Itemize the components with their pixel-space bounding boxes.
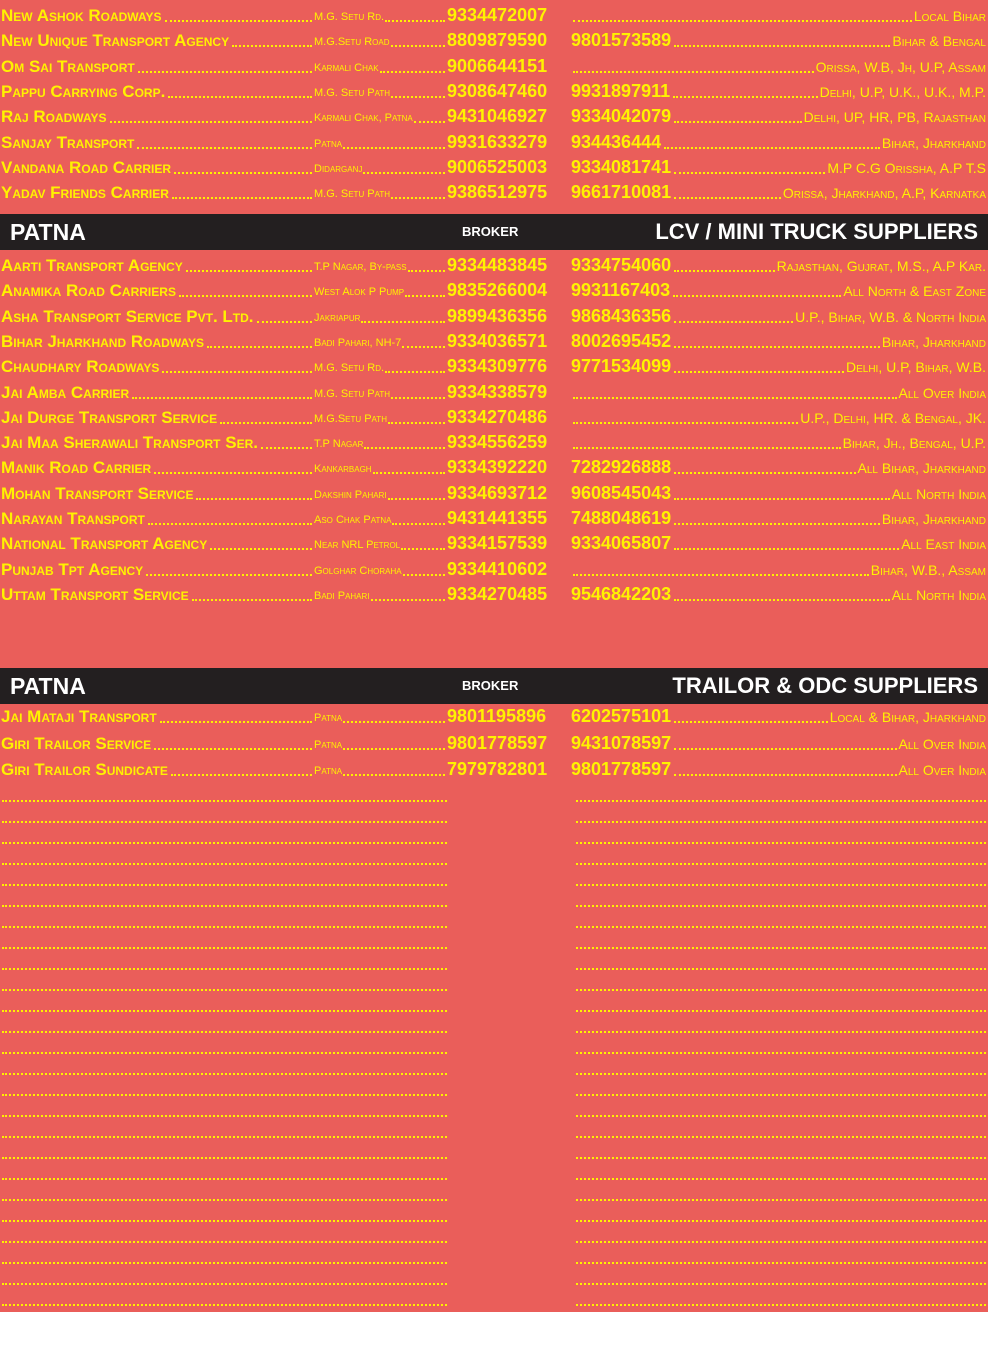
transporter-name: Punjab Tpt Agency	[1, 559, 144, 579]
dot-leader	[385, 371, 445, 373]
transporter-address: Badi Pahari	[314, 589, 370, 602]
transporter-phone-2: 934436444	[571, 131, 662, 152]
blank-line	[2, 1010, 447, 1012]
lcv-header-bar	[0, 214, 988, 250]
transporter-address: Patna	[314, 738, 343, 751]
dot-leader	[674, 774, 897, 776]
transporter-phone-2: 9334042079	[571, 106, 672, 127]
transporter-address: Karmali Chak	[314, 61, 379, 74]
dot-leader	[343, 774, 445, 776]
blank-line	[2, 1262, 447, 1264]
service-area: M.P C.G Orissha, A.P T.S	[827, 159, 986, 176]
transporter-phone-2: 9868436356	[571, 305, 672, 326]
transporter-name: Jai Mataji Transport	[1, 707, 157, 726]
blank-line	[576, 1010, 986, 1012]
service-area: Local & Bihar, Jharkhand	[829, 709, 986, 725]
dot-leader	[674, 548, 899, 550]
listing-row	[0, 54, 988, 79]
listing-row	[0, 278, 988, 303]
dot-leader	[174, 172, 312, 174]
dot-leader	[392, 523, 445, 525]
transporter-phone: 9334270486	[447, 406, 548, 427]
dot-leader	[408, 270, 445, 272]
blank-line	[576, 884, 986, 886]
transporter-phone-2: 9931167403	[571, 280, 671, 301]
dot-leader	[171, 774, 312, 776]
dot-leader	[391, 96, 445, 98]
lcv-section-title: LCV / MINI TRUCK SUPPLIERS	[655, 219, 978, 244]
transporter-address: M.G. Setu Rd.	[314, 11, 385, 23]
transporter-phone: 9334309776	[447, 356, 548, 377]
service-area: Delhi, UP, HR, PB, Rajasthan	[803, 109, 986, 126]
dot-leader	[363, 172, 445, 174]
listing-row	[0, 253, 988, 278]
transporter-address: Karmali Chak, Patna	[314, 112, 413, 125]
transporter-phone: 9899436356	[447, 305, 548, 326]
transporter-phone: 9431441355	[447, 508, 548, 528]
blank-line	[2, 926, 447, 928]
dot-leader	[674, 45, 890, 47]
transporter-phone: 7979782801	[447, 759, 548, 779]
service-area: All Bihar, Jharkhand	[857, 460, 986, 477]
transporter-name: Om Sai Transport	[1, 56, 135, 76]
dot-leader	[210, 548, 312, 550]
listing-row	[0, 731, 988, 756]
listing-row	[0, 481, 988, 506]
dot-leader	[385, 20, 445, 22]
transporter-name: Vandana Road Carrier	[1, 157, 172, 177]
blank-line	[2, 989, 447, 991]
transporter-address: Patna	[314, 765, 343, 777]
transporter-phone: 9308647460	[447, 80, 548, 101]
dot-leader	[160, 721, 312, 723]
transporter-name: Asha Transport Service Pvt. Ltd.	[1, 306, 254, 326]
dot-leader	[138, 71, 312, 73]
listing-row	[0, 180, 988, 205]
dot-leader	[137, 147, 312, 149]
blank-line	[2, 1283, 447, 1285]
blank-line	[576, 989, 986, 991]
listing-row	[0, 455, 988, 480]
blank-line	[2, 905, 447, 907]
transporter-phone: 9835266004	[447, 280, 548, 301]
transporter-name: Narayan Transport	[1, 509, 145, 528]
listing-row	[0, 354, 988, 379]
dot-leader	[674, 523, 880, 525]
blank-line	[2, 1073, 447, 1075]
transporter-name: Jai Maa Sherawali Transport Ser.	[1, 433, 258, 453]
dot-leader	[261, 447, 312, 449]
dot-leader	[232, 45, 312, 47]
blank-line	[2, 800, 447, 802]
dot-leader	[674, 599, 890, 601]
listing-row	[0, 304, 988, 329]
transporter-name: Aarti Transport Agency	[1, 256, 183, 275]
transporter-address: Near NRL Petrol	[314, 539, 401, 552]
blank-line	[2, 1031, 447, 1033]
service-area: Orissa, Jharkhand, A.P, Karnatka	[782, 185, 986, 202]
listing-row	[0, 130, 988, 155]
service-area: Bihar, Jharkhand	[881, 134, 986, 151]
dot-leader	[373, 472, 445, 474]
transporter-phone: 9006644151	[447, 55, 548, 76]
transporter-address: Dakshin Pahari	[314, 488, 387, 501]
transporter-phone: 8809879590	[447, 30, 548, 51]
dot-leader	[371, 599, 445, 601]
dot-leader	[172, 197, 312, 199]
blank-line	[2, 1220, 447, 1222]
dot-leader	[674, 748, 897, 750]
listing-row	[0, 104, 988, 129]
listing-row	[0, 28, 988, 53]
transporter-phone-2: 9334081741	[571, 156, 672, 177]
dot-leader	[154, 472, 312, 474]
transporter-name: Yadav Friends Carrier	[1, 183, 169, 203]
listing-row	[0, 506, 988, 531]
service-area: Bihar, Jharkhand	[881, 511, 986, 527]
dot-leader	[179, 295, 312, 297]
service-area: Bihar, W.B., Assam	[870, 561, 986, 578]
dot-leader	[391, 45, 445, 47]
blank-line	[2, 884, 447, 886]
dot-leader	[573, 397, 897, 399]
transporter-name: Raj Roadways	[1, 107, 107, 127]
blank-line	[2, 1199, 447, 1201]
dot-leader	[573, 71, 814, 73]
dot-leader	[361, 321, 445, 323]
blank-line	[576, 1052, 986, 1054]
transporter-phone: 9334472007	[447, 5, 548, 25]
transporter-phone-2: 9801778597	[571, 759, 672, 779]
transporter-name: Chaudhary Roadways	[1, 357, 160, 377]
dot-leader	[343, 721, 445, 723]
transporter-phone-2: 7282926888	[571, 457, 672, 478]
transporter-address: Kankarbagh	[314, 463, 372, 476]
transporter-address: M.G. Setu Path	[314, 387, 391, 400]
transporter-name: Giri Trailor Sundicate	[1, 760, 168, 779]
dot-leader	[573, 422, 798, 424]
transporter-address: M.G. Setu Rd.	[314, 362, 385, 375]
transporter-address: M.G. Setu Path	[314, 188, 391, 201]
dot-leader	[148, 523, 312, 525]
listing-row	[0, 3, 988, 28]
dot-leader	[674, 270, 775, 272]
dot-leader	[196, 498, 312, 500]
transporter-phone-2: 9661710081	[571, 182, 672, 203]
blank-line	[2, 1052, 447, 1054]
service-area: Orissa, W.B, Jh, U.P, Assam	[815, 58, 986, 75]
service-area: Bihar, Jharkhand	[881, 333, 986, 350]
blank-line	[576, 842, 986, 844]
dot-leader	[401, 548, 445, 550]
dot-leader	[573, 574, 869, 576]
transporter-address: T.P Nagar, By-pass	[314, 261, 407, 273]
listing-row	[0, 380, 988, 405]
service-area: All North India	[891, 586, 986, 603]
transporter-phone: 9801778597	[447, 732, 548, 753]
blank-line	[576, 1094, 986, 1096]
transporter-address: Didarganj	[314, 162, 363, 175]
transporter-phone: 9334270485	[447, 583, 548, 604]
blank-line	[2, 821, 447, 823]
service-area: Delhi, U.P, U.K., U.K., M.P.	[819, 83, 986, 100]
transporter-phone-2: 9608545043	[571, 482, 672, 503]
transporter-address: M.G.Setu Road	[314, 36, 390, 49]
service-area: All North India	[891, 485, 986, 502]
dot-leader	[207, 346, 312, 348]
dot-leader	[343, 147, 445, 149]
blank-line	[2, 1304, 447, 1306]
dot-leader	[573, 20, 912, 22]
transporter-phone-2: 9546842203	[571, 583, 672, 604]
transporter-address: Aso Chak Patna	[314, 514, 392, 526]
transporter-address: Badi Pahari, NH-7	[314, 336, 402, 349]
dot-leader	[674, 121, 802, 123]
transporter-name: Bihar Jharkhand Roadways	[1, 331, 205, 351]
blank-line	[576, 1262, 986, 1264]
dot-leader	[364, 447, 445, 449]
blank-line	[576, 1283, 986, 1285]
blank-line	[576, 1178, 986, 1180]
dot-leader	[186, 270, 312, 272]
transporter-phone-2: 6202575101	[571, 706, 672, 726]
lcv-broker-label: BROKER	[462, 224, 519, 239]
service-area: Local Bihar	[913, 8, 986, 24]
transporter-phone: 9801195896	[447, 706, 547, 726]
blank-line	[576, 1031, 986, 1033]
trailor-broker-label: BROKER	[462, 678, 519, 693]
dot-leader	[674, 346, 880, 348]
transporter-phone: 9334036571	[447, 330, 548, 351]
dot-leader	[402, 346, 445, 348]
service-area: U.P., Delhi, HR. & Bengal, JK.	[800, 409, 986, 426]
blank-line	[576, 1157, 986, 1159]
service-area: All Over India	[898, 762, 986, 778]
service-area: Rajasthan, Gujrat, M.S., A.P Kar.	[776, 258, 986, 274]
transporter-address: West Alok P Pump	[314, 286, 405, 299]
service-area: All North & East Zone	[843, 283, 986, 300]
dot-leader	[257, 321, 312, 323]
blank-line	[576, 1136, 986, 1138]
listing-row	[0, 329, 988, 354]
trailor-header-bar	[0, 668, 988, 704]
blank-line	[2, 1178, 447, 1180]
dot-leader	[674, 321, 793, 323]
blank-line	[2, 842, 447, 844]
dot-leader	[110, 121, 312, 123]
transporter-address: M.G.Setu Path	[314, 412, 387, 425]
dot-leader	[674, 197, 781, 199]
transporter-name: New Ashok Roadways	[1, 6, 162, 25]
dot-leader	[405, 295, 445, 297]
transporter-name: Jai Amba Carrier	[1, 382, 130, 402]
transporter-phone: 9334157539	[447, 533, 548, 554]
blank-line	[576, 926, 986, 928]
service-area: All Over India	[898, 384, 986, 401]
transporter-phone: 9386512975	[447, 182, 548, 203]
dot-leader	[162, 371, 312, 373]
dot-leader	[132, 397, 312, 399]
dot-leader	[403, 574, 445, 576]
dot-leader	[220, 422, 312, 424]
dot-leader	[165, 20, 312, 22]
transporter-phone: 9334693712	[447, 482, 548, 503]
transporter-phone: 9931633279	[447, 131, 548, 152]
transporter-address: Golghar Choraha	[314, 564, 402, 577]
transporter-address: T.P Nagar	[314, 438, 364, 451]
blank-line	[2, 947, 447, 949]
blank-line	[576, 968, 986, 970]
blank-line	[2, 1115, 447, 1117]
blank-line	[576, 800, 986, 802]
listing-row	[0, 79, 988, 104]
transporter-name: Manik Road Carrier	[1, 458, 152, 478]
transporter-phone-2: 7488048619	[571, 508, 672, 528]
transporter-phone: 9431046927	[447, 106, 548, 127]
dot-leader	[674, 498, 890, 500]
dot-leader	[391, 197, 445, 199]
blank-line	[576, 1241, 986, 1243]
blank-line	[576, 821, 986, 823]
blank-line	[576, 1073, 986, 1075]
transporter-name: New Unique Transport Agency	[1, 31, 230, 51]
dot-leader	[573, 447, 841, 449]
transporter-address: Patna	[314, 137, 343, 150]
service-area: All East India	[901, 536, 986, 553]
blank-line	[576, 1220, 986, 1222]
transporter-phone: 9334556259	[447, 432, 548, 453]
transporter-address: Jakriapur	[314, 311, 361, 324]
transporter-address: M.G. Setu Path	[314, 86, 391, 99]
dot-leader	[674, 371, 844, 373]
transporter-name: Giri Trailor Service	[1, 733, 152, 753]
listing-row	[0, 405, 988, 430]
transporter-phone-2: 9431078597	[571, 732, 672, 753]
transporter-phone-2: 9801573589	[571, 30, 672, 51]
blank-line	[2, 1136, 447, 1138]
transporter-phone: 9334483845	[447, 255, 548, 275]
service-area: Bihar & Bengal	[892, 33, 986, 50]
dot-leader	[414, 121, 445, 123]
dot-leader	[673, 96, 818, 98]
lcv-city: PATNA	[10, 219, 86, 245]
blank-line	[2, 863, 447, 865]
transporter-phone: 9334410602	[447, 558, 548, 579]
transporter-name: Anamika Road Carriers	[1, 281, 176, 301]
blank-line	[576, 863, 986, 865]
service-area: Delhi, U.P, Bihar, W.B.	[845, 359, 986, 376]
transporter-name: Uttam Transport Service	[1, 584, 189, 604]
blank-line	[2, 1094, 447, 1096]
blank-line	[576, 947, 986, 949]
dot-leader	[674, 172, 825, 174]
dot-leader	[388, 498, 445, 500]
blank-line	[2, 1241, 447, 1243]
listing-row	[0, 430, 988, 455]
transporter-name: National Transport Agency	[1, 534, 208, 554]
blank-line	[2, 1157, 447, 1159]
dot-leader	[146, 574, 312, 576]
service-area: U.P., Bihar, W.B. & North India	[795, 308, 986, 325]
transporter-phone: 9334392220	[447, 457, 548, 478]
transporter-phone-2: 9771534099	[571, 356, 672, 377]
dot-leader	[388, 422, 445, 424]
listing-row	[0, 155, 988, 180]
transporter-phone-2: 8002695452	[571, 330, 672, 351]
trailor-section-title: TRAILOR & ODC SUPPLIERS	[672, 673, 978, 698]
trailor-city: PATNA	[10, 673, 86, 699]
transporter-name: Mohan Transport Service	[1, 483, 194, 503]
transporter-address: Patna	[314, 712, 343, 724]
listing-row	[0, 582, 988, 607]
transporter-phone-2: 9931897911	[571, 80, 671, 101]
transporter-name: Jai Durge Transport Service	[1, 407, 218, 427]
dot-leader	[192, 599, 312, 601]
dot-leader	[674, 721, 828, 723]
dot-leader	[664, 147, 880, 149]
transporter-phone-2: 9334065807	[571, 533, 672, 554]
dot-leader	[168, 96, 312, 98]
transporter-phone-2: 9334754060	[571, 255, 672, 275]
dot-leader	[343, 748, 445, 750]
transporter-phone: 9334338579	[447, 381, 548, 402]
blank-line	[2, 968, 447, 970]
listing-row	[0, 557, 988, 582]
listing-row	[0, 531, 988, 556]
service-area: All Over India	[898, 735, 986, 752]
listing-row	[0, 757, 988, 782]
service-area: Bihar, Jh., Bengal, U.P.	[842, 435, 986, 452]
dot-leader	[380, 71, 445, 73]
transporter-phone: 9006525003	[447, 156, 548, 177]
blank-line	[576, 1199, 986, 1201]
dot-leader	[154, 748, 312, 750]
blank-line	[576, 905, 986, 907]
transporter-name: Sanjay Transport	[1, 132, 135, 152]
dot-leader	[673, 295, 841, 297]
dot-leader	[674, 472, 856, 474]
dot-leader	[391, 397, 445, 399]
blank-line	[576, 1304, 986, 1306]
blank-line	[576, 1115, 986, 1117]
transporter-name: Pappu Carrying Corp.	[1, 81, 166, 101]
listing-row	[0, 704, 988, 729]
